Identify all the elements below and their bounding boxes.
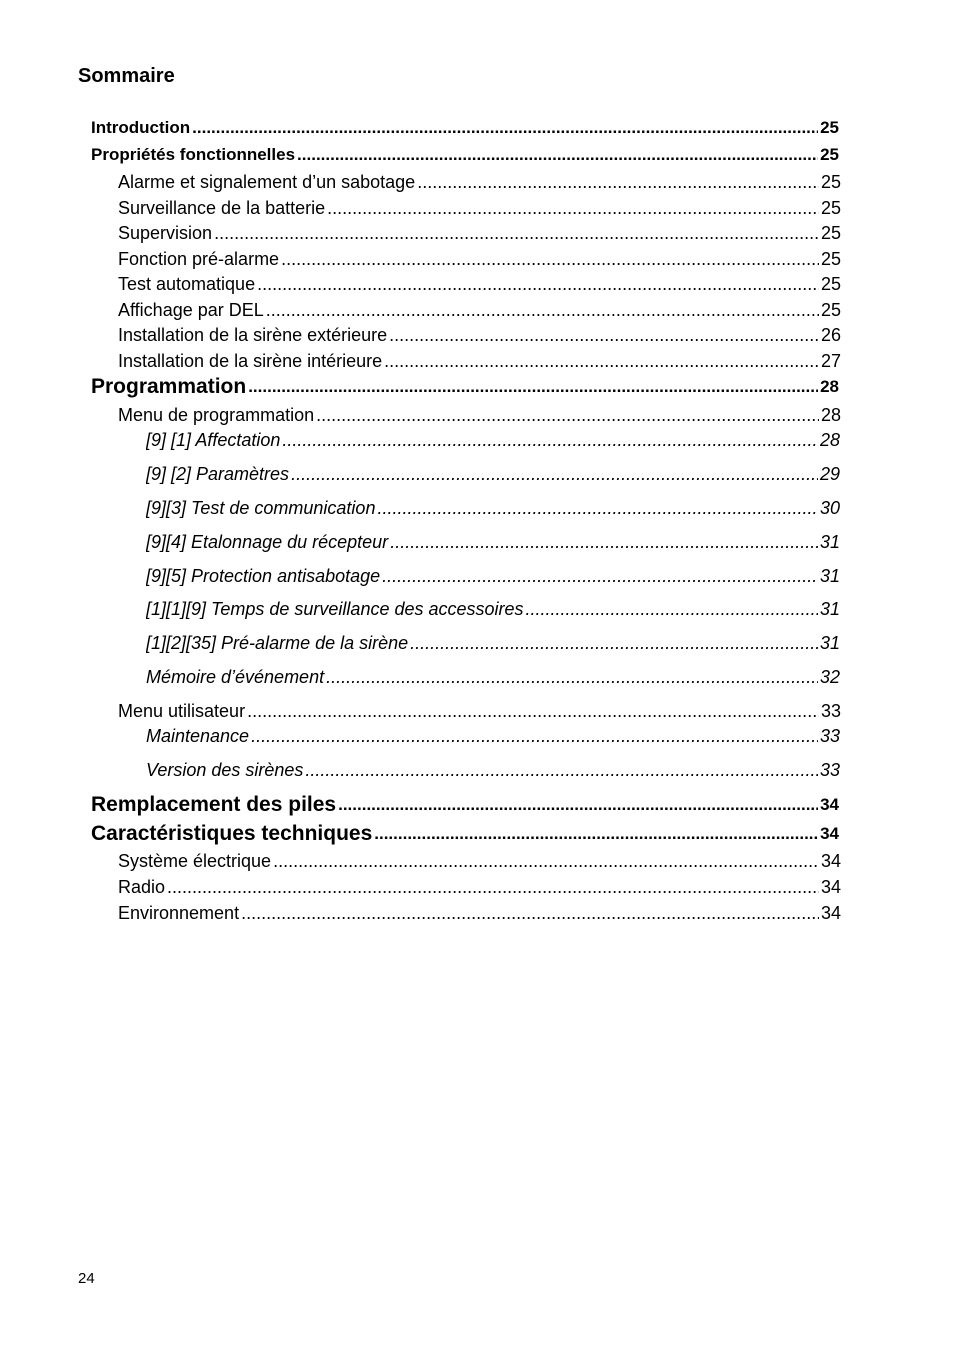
toc-entry[interactable] (91, 374, 839, 400)
dot-leader (257, 273, 819, 295)
toc-entry-label: [9][3] Test de communication (146, 498, 376, 518)
toc-entry-label: Mémoire d’événement (146, 667, 325, 687)
toc-entry-page: 33 (819, 726, 840, 746)
toc-entry-label: Radio (118, 877, 166, 897)
dot-leader (410, 632, 818, 654)
toc-entry[interactable] (118, 876, 841, 898)
page-number: 24 (78, 1270, 95, 1287)
toc-entry-page: 25 (820, 274, 841, 294)
dot-leader (305, 759, 818, 781)
toc-entry-page: 34 (820, 851, 841, 871)
toc-entry-page: 25 (820, 198, 841, 218)
toc-entry-label: Affichage par DEL (118, 300, 264, 320)
dot-leader (247, 700, 819, 722)
toc-entry-page: 25 (820, 118, 839, 137)
toc-entry[interactable] (146, 497, 840, 519)
toc-entry-label: Propriétés fonctionnelles (91, 145, 296, 164)
toc-entry[interactable] (118, 902, 841, 924)
dot-leader (251, 725, 818, 747)
dot-leader (338, 792, 818, 818)
dot-leader (316, 404, 819, 426)
toc-entry-label: Fonction pré-alarme (118, 249, 280, 269)
toc-entry[interactable] (118, 404, 841, 426)
toc-entry-page: 34 (820, 877, 841, 897)
dot-leader (266, 299, 819, 321)
toc-entry-page: 27 (820, 351, 841, 371)
toc-entry-label: Remplacement des piles (91, 793, 337, 816)
toc-entry-label: Système électrique (118, 851, 272, 871)
toc-entry-label: [1][1][9] Temps de surveillance des accessoires (146, 599, 524, 619)
dot-leader (241, 902, 819, 924)
dot-leader (417, 171, 819, 193)
toc-entry[interactable] (91, 144, 839, 166)
toc-entry-page: 25 (820, 223, 841, 243)
toc-entry-label: Menu utilisateur (118, 701, 246, 721)
dot-leader (326, 666, 818, 688)
toc-entry[interactable] (118, 222, 841, 244)
dot-leader (297, 144, 818, 166)
toc-entry-page: 26 (820, 325, 841, 345)
dot-leader (281, 248, 819, 270)
toc-entry[interactable] (118, 350, 841, 372)
toc-entry-page: 31 (819, 566, 840, 586)
toc-entry[interactable] (118, 850, 841, 872)
toc-entry-label: Menu de programmation (118, 405, 315, 425)
dot-leader (282, 429, 818, 451)
toc-entry-label: Programmation (91, 375, 247, 398)
toc-entry-label: [1][2][35] Pré-alarme de la sirène (146, 633, 409, 653)
toc-entry-page: 30 (819, 498, 840, 518)
toc-entry-page: 34 (820, 903, 841, 923)
toc-entry-label: Installation de la sirène extérieure (118, 325, 388, 345)
toc-entry-page: 34 (820, 795, 839, 814)
toc-entry-page: 28 (820, 377, 839, 396)
toc-entry[interactable] (118, 324, 841, 346)
toc-entry-label: Alarme et signalement d’un sabotage (118, 172, 416, 192)
toc-entry[interactable] (118, 248, 841, 270)
toc-entry[interactable] (146, 759, 840, 781)
toc-entry-label: Introduction (91, 118, 191, 137)
toc-entry-label: Test automatique (118, 274, 256, 294)
page-title: Sommaire (78, 65, 175, 87)
toc-entry-page: 28 (820, 405, 841, 425)
dot-leader (192, 117, 818, 139)
toc-entry[interactable] (146, 666, 840, 688)
toc-entry-label: [9][4] Etalonnage du récepteur (146, 532, 389, 552)
toc-entry[interactable] (146, 531, 840, 553)
toc-entry-page: 33 (820, 701, 841, 721)
toc-entry-label: Installation de la sirène intérieure (118, 351, 383, 371)
toc-entry-page: 28 (819, 430, 840, 450)
toc-entry-label: Surveillance de la batterie (118, 198, 326, 218)
dot-leader (389, 324, 819, 346)
toc-entry-page: 25 (820, 172, 841, 192)
dot-leader (382, 565, 818, 587)
toc-entry[interactable] (118, 299, 841, 321)
toc-entry-label: [9][5] Protection antisabotage (146, 566, 381, 586)
toc-entry[interactable] (91, 117, 839, 139)
toc-entry[interactable] (91, 792, 839, 818)
toc-entry-page: 31 (819, 599, 840, 619)
toc-entry[interactable] (146, 463, 840, 485)
toc-entry-page: 25 (820, 145, 839, 164)
toc-entry[interactable] (118, 273, 841, 295)
toc-entry-label: Version des sirènes (146, 760, 304, 780)
toc-entry[interactable] (146, 565, 840, 587)
toc-entry-page: 33 (819, 760, 840, 780)
toc-entry-label: Maintenance (146, 726, 250, 746)
toc-entry-page: 34 (820, 824, 839, 843)
toc-entry-page: 25 (820, 300, 841, 320)
dot-leader (374, 821, 818, 847)
toc-entry-page: 25 (820, 249, 841, 269)
toc-entry-label: Supervision (118, 223, 213, 243)
toc-entry[interactable] (146, 725, 840, 747)
toc-entry[interactable] (118, 171, 841, 193)
dot-leader (526, 598, 818, 620)
toc-entry-label: [9] [1] Affectation (146, 430, 281, 450)
toc-entry[interactable] (146, 429, 840, 451)
dot-leader (291, 463, 818, 485)
toc-entry[interactable] (91, 821, 839, 847)
toc-entry[interactable] (118, 700, 841, 722)
toc-entry-label: Caractéristiques techniques (91, 822, 373, 845)
dot-leader (167, 876, 819, 898)
dot-leader (214, 222, 819, 244)
dot-leader (377, 497, 818, 519)
dot-leader (327, 197, 819, 219)
toc-entry-page: 31 (819, 532, 840, 552)
dot-leader (384, 350, 819, 372)
toc-entry-page: 31 (819, 633, 840, 653)
toc-entry-label: Environnement (118, 903, 240, 923)
dot-leader (390, 531, 818, 553)
toc-entry[interactable] (146, 598, 840, 620)
toc-entry[interactable] (146, 632, 840, 654)
toc-entry-label: [9] [2] Paramètres (146, 464, 290, 484)
toc-entry[interactable] (118, 197, 841, 219)
toc-entry-page: 32 (819, 667, 840, 687)
toc-entry-page: 29 (819, 464, 840, 484)
dot-leader (273, 850, 819, 872)
dot-leader (248, 374, 818, 400)
